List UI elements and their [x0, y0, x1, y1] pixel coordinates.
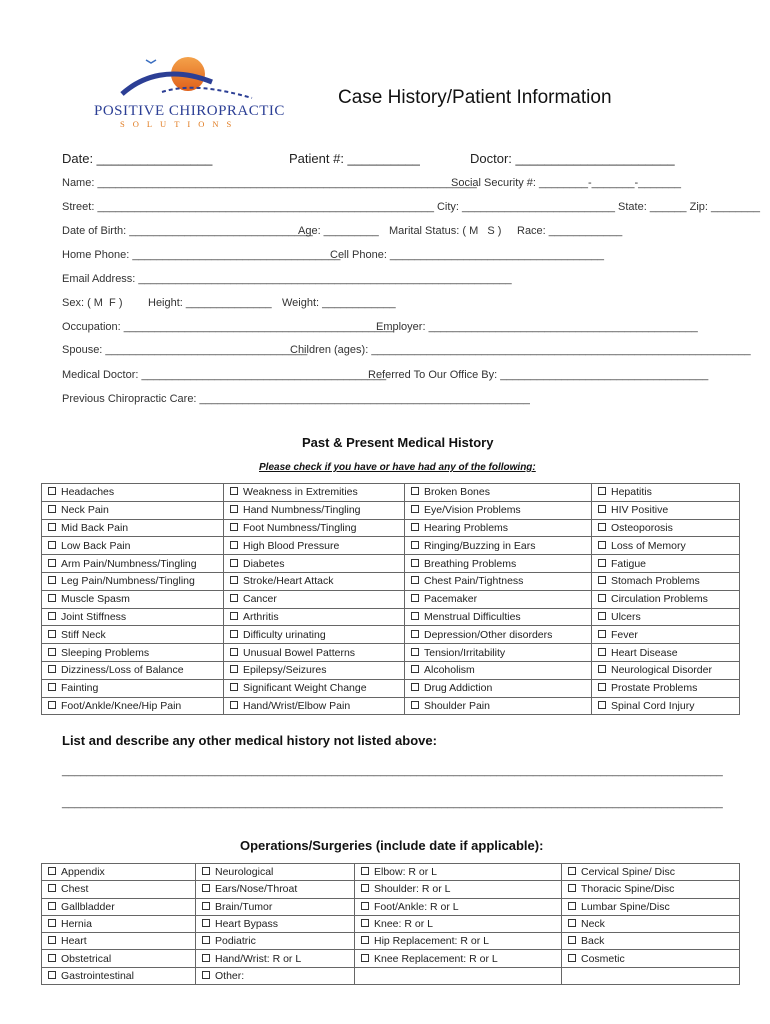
table-cell	[224, 519, 405, 537]
checkbox[interactable]	[230, 505, 238, 513]
table-row	[42, 679, 740, 697]
checkbox[interactable]	[48, 701, 56, 709]
checkbox[interactable]	[202, 884, 210, 892]
table-cell	[196, 881, 355, 898]
checkbox-label: Chest	[61, 883, 89, 896]
checkbox-label: Shoulder: R or L	[374, 883, 451, 896]
checkbox-label: Muscle Spasm	[61, 593, 130, 606]
table-cell	[196, 933, 355, 950]
checkbox[interactable]	[411, 576, 419, 584]
table-row	[42, 484, 740, 502]
checkbox[interactable]	[230, 683, 238, 691]
medical-doctor-field[interactable]: Medical Doctor: ________________________________________	[62, 369, 387, 381]
ssn-field[interactable]: Social Security #: ________-_______-_______	[451, 177, 681, 189]
table-cell	[224, 572, 405, 590]
checkbox-label: Hip Replacement: R or L	[374, 935, 489, 948]
table-cell	[405, 697, 592, 715]
occupation-field[interactable]: Occupation: ____________________________________________	[62, 321, 393, 333]
checkbox-label: Foot/Ankle/Knee/Hip Pain	[61, 699, 182, 712]
checkbox[interactable]	[48, 576, 56, 584]
table-cell	[405, 679, 592, 697]
checkbox[interactable]	[411, 612, 419, 620]
checkbox-label: Drug Addiction	[424, 682, 493, 695]
table-cell	[592, 590, 740, 608]
medical-history-table	[41, 483, 740, 715]
checkbox-label: Obstetrical	[61, 952, 112, 965]
table-cell	[224, 555, 405, 573]
checkbox[interactable]	[202, 902, 210, 910]
table-cell	[42, 661, 224, 679]
table-cell	[405, 661, 592, 679]
checkbox-label: Hepatitis	[611, 486, 652, 499]
table-row	[42, 864, 740, 881]
table-cell	[196, 898, 355, 915]
table-cell	[42, 501, 224, 519]
address-field[interactable]: Street: _______________________________________________________ City: _________________________ State: ______ Zip: ________	[62, 201, 760, 213]
table-cell	[42, 864, 196, 881]
table-cell	[224, 626, 405, 644]
checkbox-label: Shoulder Pain	[424, 699, 490, 712]
checkbox[interactable]	[48, 884, 56, 892]
table-cell	[592, 555, 740, 573]
checkbox[interactable]	[598, 576, 606, 584]
operations-title: Operations/Surgeries (include date if applicable):	[240, 838, 544, 853]
checkbox[interactable]	[48, 559, 56, 567]
table-row	[42, 661, 740, 679]
table-row	[42, 608, 740, 626]
checkbox-label: Stiff Neck	[61, 628, 106, 641]
table-cell	[405, 484, 592, 502]
checkbox-label: Foot/Ankle: R or L	[374, 900, 459, 913]
checkbox[interactable]	[230, 559, 238, 567]
checkbox[interactable]	[48, 487, 56, 495]
table-cell	[196, 950, 355, 967]
checkbox[interactable]	[411, 630, 419, 638]
checkbox-label: High Blood Pressure	[243, 539, 340, 552]
checkbox-label: Elbow: R or L	[374, 866, 438, 879]
checkbox-label: Stroke/Heart Attack	[243, 575, 334, 588]
table-cell	[405, 519, 592, 537]
checkbox[interactable]	[230, 523, 238, 531]
checkbox[interactable]	[48, 954, 56, 962]
checkbox[interactable]	[598, 683, 606, 691]
spouse-field[interactable]: Spouse: _________________________________	[62, 344, 308, 356]
checkbox[interactable]	[411, 648, 419, 656]
checkbox-label: Fatigue	[611, 557, 647, 570]
checkbox-label: Arthritis	[243, 610, 279, 623]
checkbox-label: Broken Bones	[424, 486, 490, 499]
employer-field[interactable]: Employer: ____________________________________________	[376, 321, 698, 333]
checkbox-label: Neurological Disorder	[611, 664, 712, 677]
checkbox-label: Tension/Irritability	[424, 646, 506, 659]
table-cell	[224, 679, 405, 697]
table-cell	[592, 608, 740, 626]
checkbox-label: Hand Numbness/Tingling	[243, 504, 361, 517]
table-cell	[42, 537, 224, 555]
table-cell	[405, 537, 592, 555]
table-cell	[592, 519, 740, 537]
home-phone-field[interactable]: Home Phone: __________________________________	[62, 249, 341, 261]
checkbox-label: Appendix	[61, 866, 105, 879]
checkbox[interactable]	[48, 902, 56, 910]
table-cell	[42, 555, 224, 573]
table-cell	[196, 967, 355, 984]
checkbox-label: Headaches	[61, 486, 115, 499]
checkbox[interactable]	[411, 487, 419, 495]
table-cell	[42, 626, 224, 644]
table-cell	[224, 590, 405, 608]
checkbox-label: Neck Pain	[61, 504, 109, 517]
checkbox-label: Gallbladder	[61, 900, 115, 913]
checkbox-label: Hand/Wrist/Elbow Pain	[243, 699, 351, 712]
checkbox-label: Stomach Problems	[611, 575, 700, 588]
checkbox[interactable]	[598, 594, 606, 602]
table-cell	[224, 501, 405, 519]
checkbox-label: Hernia	[61, 918, 92, 931]
checkbox-label: Joint Stiffness	[61, 610, 127, 623]
table-cell	[42, 697, 224, 715]
sex-field[interactable]: Sex: ( M F )	[62, 297, 123, 309]
checkbox[interactable]	[202, 867, 210, 875]
cell-phone-field[interactable]: Cell Phone: ___________________________________	[330, 249, 605, 261]
checkbox[interactable]	[48, 867, 56, 875]
checkbox-label: Unusual Bowel Patterns	[243, 646, 356, 659]
table-cell	[405, 626, 592, 644]
table-cell	[562, 950, 740, 967]
checkbox[interactable]	[411, 541, 419, 549]
table-cell	[42, 967, 196, 984]
table-cell	[355, 881, 562, 898]
checkbox[interactable]	[411, 523, 419, 531]
table-cell	[405, 501, 592, 519]
checkbox[interactable]	[411, 559, 419, 567]
table-cell	[355, 950, 562, 967]
checkbox-label: Hand/Wrist: R or L	[215, 952, 302, 965]
table-cell	[42, 679, 224, 697]
checkbox-label: Ears/Nose/Throat	[215, 883, 298, 896]
checkbox-label: Thoracic Spine/Disc	[581, 883, 675, 896]
table-row	[42, 898, 740, 915]
table-row	[42, 933, 740, 950]
table-row	[42, 572, 740, 590]
checkbox-label: Fainting	[61, 682, 99, 695]
checkbox-label: Heart Disease	[611, 646, 678, 659]
checkbox[interactable]	[48, 505, 56, 513]
checkbox[interactable]	[48, 648, 56, 656]
checkbox[interactable]	[598, 487, 606, 495]
race-field[interactable]: Race: ____________	[517, 225, 623, 237]
checkbox-label: Eye/Vision Problems	[424, 504, 521, 517]
table-cell	[592, 644, 740, 662]
checkbox[interactable]	[568, 867, 576, 875]
table-row	[42, 555, 740, 573]
table-row	[42, 950, 740, 967]
history-title: Past & Present Medical History	[302, 435, 494, 450]
table-row	[42, 501, 740, 519]
table-row	[42, 967, 740, 984]
checkbox-label: Weakness in Extremities	[243, 486, 358, 499]
checkbox-label: Significant Weight Change	[243, 682, 367, 695]
history-subtitle: Please check if you have or have had any of the following:	[259, 462, 536, 473]
checkbox[interactable]	[598, 648, 606, 656]
checkbox[interactable]	[361, 936, 369, 944]
checkbox-label: Spinal Cord Injury	[611, 699, 695, 712]
checkbox[interactable]	[48, 594, 56, 602]
checkbox-label: Arm Pain/Numbness/Tingling	[61, 557, 197, 570]
checkbox[interactable]	[48, 919, 56, 927]
checkbox-label: Cervical Spine/ Disc	[581, 866, 675, 879]
checkbox-label: Foot Numbness/Tingling	[243, 521, 357, 534]
checkbox[interactable]	[411, 665, 419, 673]
checkbox-label: Heart Bypass	[215, 918, 279, 931]
table-cell	[224, 644, 405, 662]
table-cell	[405, 644, 592, 662]
table-cell	[224, 608, 405, 626]
checkbox-label: Cancer	[243, 593, 277, 606]
checkbox[interactable]	[230, 594, 238, 602]
checkbox-label: Fever	[611, 628, 638, 641]
weight-field[interactable]: Weight: ____________	[282, 297, 396, 309]
table-cell	[355, 864, 562, 881]
operations-table	[41, 863, 740, 985]
referred-by-field[interactable]: Referred To Our Office By: __________________________________	[368, 369, 709, 381]
checkbox-label: HIV Positive	[611, 504, 669, 517]
checkbox[interactable]	[598, 523, 606, 531]
dob-field[interactable]: Date of Birth: ______________________________	[62, 225, 313, 237]
table-cell	[355, 898, 562, 915]
checkbox[interactable]	[202, 971, 210, 979]
table-cell	[42, 590, 224, 608]
checkbox[interactable]	[202, 954, 210, 962]
checkbox-label: Mid Back Pain	[61, 521, 129, 534]
table-row	[42, 644, 740, 662]
bird-icon	[146, 60, 156, 63]
checkbox-label: Ulcers	[611, 610, 641, 623]
table-cell	[42, 881, 196, 898]
table-cell	[224, 537, 405, 555]
table-row	[42, 519, 740, 537]
table-cell	[592, 484, 740, 502]
checkbox-label: Hearing Problems	[424, 521, 509, 534]
checkbox[interactable]	[598, 612, 606, 620]
checkbox[interactable]	[230, 541, 238, 549]
checkbox[interactable]	[361, 902, 369, 910]
table-cell	[42, 608, 224, 626]
checkbox-label: Heart	[61, 935, 87, 948]
logo-tagline: SOLUTIONS	[120, 119, 240, 129]
checkbox-label: Diabetes	[243, 557, 285, 570]
checkbox-label: Lumbar Spine/Disc	[581, 900, 670, 913]
table-cell	[42, 644, 224, 662]
table-row	[42, 697, 740, 715]
checkbox[interactable]	[230, 648, 238, 656]
table-row	[42, 626, 740, 644]
checkbox-label: Circulation Problems	[611, 593, 708, 606]
checkbox[interactable]	[48, 683, 56, 691]
page-title: Case History/Patient Information	[338, 87, 612, 108]
checkbox[interactable]	[598, 541, 606, 549]
checkbox-label: Sleeping Problems	[61, 646, 150, 659]
table-cell	[562, 898, 740, 915]
table-row	[42, 590, 740, 608]
checkbox-label: Other:	[215, 969, 245, 982]
checkbox-label: Back	[581, 935, 605, 948]
checkbox-label: Epilepsy/Seizures	[243, 664, 327, 677]
table-cell	[562, 881, 740, 898]
checkbox[interactable]	[568, 936, 576, 944]
checkbox-label: Prostate Problems	[611, 682, 698, 695]
checkbox-label: Depression/Other disorders	[424, 628, 553, 641]
table-cell	[405, 590, 592, 608]
table-row	[42, 537, 740, 555]
other-history-line-1[interactable]: ____________________________________________________________________________________________________________	[62, 765, 723, 777]
table-cell	[592, 537, 740, 555]
checkbox-label: Loss of Memory	[611, 539, 686, 552]
table-cell	[42, 898, 196, 915]
table-cell	[405, 608, 592, 626]
checkbox[interactable]	[230, 701, 238, 709]
name-field[interactable]: Name: ______________________________________________________________	[62, 177, 477, 189]
table-cell	[42, 950, 196, 967]
checkbox[interactable]	[411, 594, 419, 602]
checkbox-label: Dizziness/Loss of Balance	[61, 664, 184, 677]
checkbox[interactable]	[568, 954, 576, 962]
checkbox[interactable]	[48, 612, 56, 620]
checkbox-label: Neurological	[215, 866, 274, 879]
checkbox[interactable]	[361, 919, 369, 927]
checkbox-label: Difficulty urinating	[243, 628, 326, 641]
marital-status-field[interactable]: Marital Status: ( M S )	[389, 225, 502, 237]
table-cell	[592, 501, 740, 519]
checkbox-label: Osteoporosis	[611, 521, 673, 534]
table-cell	[355, 967, 562, 984]
table-cell	[224, 697, 405, 715]
table-cell	[355, 915, 562, 932]
checkbox[interactable]	[230, 630, 238, 638]
checkbox[interactable]	[48, 541, 56, 549]
checkbox[interactable]	[598, 665, 606, 673]
checkbox-label: Neck	[581, 918, 605, 931]
table-cell	[592, 661, 740, 679]
checkbox[interactable]	[230, 487, 238, 495]
checkbox[interactable]	[48, 523, 56, 531]
date-field[interactable]: Date: ________________	[62, 151, 213, 166]
checkbox[interactable]	[411, 505, 419, 513]
checkbox-label: Chest Pain/Tightness	[424, 575, 524, 588]
checkbox[interactable]	[361, 954, 369, 962]
checkbox-label: Cosmetic	[581, 952, 625, 965]
table-cell	[196, 915, 355, 932]
table-cell	[224, 661, 405, 679]
checkbox-label: Alcoholism	[424, 664, 475, 677]
checkbox[interactable]	[568, 919, 576, 927]
table-cell	[42, 519, 224, 537]
checkbox[interactable]	[48, 936, 56, 944]
checkbox-label: Podiatric	[215, 935, 256, 948]
logo-name: POSITIVE CHIROPRACTIC	[94, 103, 285, 119]
table-cell	[592, 679, 740, 697]
checkbox-label: Breathing Problems	[424, 557, 517, 570]
checkbox[interactable]	[598, 505, 606, 513]
table-cell	[405, 555, 592, 573]
table-cell	[562, 967, 740, 984]
table-cell	[42, 915, 196, 932]
checkbox[interactable]	[48, 971, 56, 979]
table-cell	[562, 933, 740, 950]
checkbox[interactable]	[230, 665, 238, 673]
checkbox[interactable]	[361, 884, 369, 892]
table-cell	[42, 484, 224, 502]
table-cell	[42, 572, 224, 590]
checkbox[interactable]	[361, 867, 369, 875]
checkbox[interactable]	[598, 559, 606, 567]
table-cell	[592, 697, 740, 715]
doctor-field[interactable]: Doctor: ______________________	[470, 151, 675, 166]
checkbox-label: Gastrointestinal	[61, 969, 134, 982]
table-cell	[355, 933, 562, 950]
checkbox[interactable]	[230, 576, 238, 584]
table-cell	[592, 572, 740, 590]
table-cell	[592, 626, 740, 644]
age-field[interactable]: Age: _________	[298, 225, 379, 237]
table-row	[42, 915, 740, 932]
checkbox-label: Ringing/Buzzing in Ears	[424, 539, 536, 552]
checkbox-label: Pacemaker	[424, 593, 478, 606]
checkbox-label: Leg Pain/Numbness/Tingling	[61, 575, 195, 588]
children-field[interactable]: Children (ages): ______________________________________________________________	[290, 344, 751, 356]
checkbox[interactable]	[48, 665, 56, 673]
checkbox[interactable]	[411, 701, 419, 709]
checkbox[interactable]	[202, 919, 210, 927]
checkbox[interactable]	[598, 701, 606, 709]
checkbox[interactable]	[598, 630, 606, 638]
table-cell	[196, 864, 355, 881]
checkbox[interactable]	[568, 884, 576, 892]
email-field[interactable]: Email Address: _____________________________________________________________	[62, 273, 512, 285]
table-cell	[562, 864, 740, 881]
other-history-title: List and describe any other medical history not listed above:	[62, 733, 437, 748]
checkbox[interactable]	[568, 902, 576, 910]
table-cell	[562, 915, 740, 932]
other-history-line-2[interactable]: ____________________________________________________________________________________________________________	[62, 797, 723, 809]
table-cell	[42, 933, 196, 950]
checkbox-label: Knee Replacement: R or L	[374, 952, 498, 965]
checkbox[interactable]	[48, 630, 56, 638]
checkbox-label: Knee: R or L	[374, 918, 433, 931]
checkbox[interactable]	[411, 683, 419, 691]
checkbox[interactable]	[230, 612, 238, 620]
checkbox-label: Brain/Tumor	[215, 900, 273, 913]
patient-number-field[interactable]: Patient #: __________	[289, 151, 420, 166]
checkbox-label: Menstrual Difficulties	[424, 610, 521, 623]
table-row	[42, 881, 740, 898]
height-field[interactable]: Height: ______________	[148, 297, 272, 309]
checkbox[interactable]	[202, 936, 210, 944]
previous-chiropractic-field[interactable]: Previous Chiropractic Care: ______________________________________________________	[62, 393, 530, 405]
table-cell	[224, 484, 405, 502]
table-cell	[405, 572, 592, 590]
checkbox-label: Low Back Pain	[61, 539, 131, 552]
